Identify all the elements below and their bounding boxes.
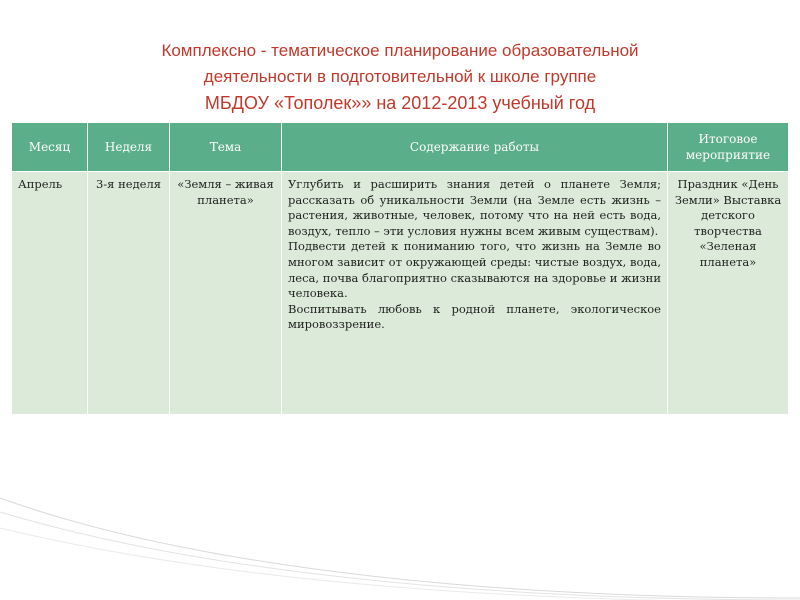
cell-month: Апрель (12, 172, 88, 415)
header-event: Итоговое мероприятие (668, 123, 789, 172)
content-paragraph-3: Воспитывать любовь к родной планете, экологическое мировоззрение. (288, 301, 661, 332)
cell-event: Праздник «День Земли» Выставка детского творчества «Зеленая планета» (668, 172, 789, 415)
cell-content (282, 172, 668, 415)
content-paragraph-1: Углубить и расширить знания детей о планете Земля; рассказать об уникальности Земли (на Земле есть жизнь – растения, животные, человек, потому что на ней есть вода, воздух, тепло – эти условия нужны всем живым существам). (288, 177, 661, 238)
title-line-1: Комплексно - тематическое планирование образовательной (161, 41, 639, 60)
planning-table (11, 122, 789, 415)
header-month: Месяц (12, 123, 88, 172)
title-line-3: МБДОУ «Тополек»» на 2012-2013 учебный год (204, 93, 596, 113)
cell-week: 3-я неделя (88, 172, 170, 415)
page-title (40, 38, 760, 116)
cell-topic: «Земля – живая планета» (170, 172, 282, 415)
header-topic: Тема (170, 123, 282, 172)
header-week: Неделя (88, 123, 170, 172)
table-row (12, 172, 789, 415)
table-header-row (12, 123, 789, 172)
decorative-corner-lines (0, 490, 800, 600)
header-content: Содержание работы (282, 123, 668, 172)
title-line-2: деятельности в подготовительной к школе группе (203, 67, 597, 86)
content-paragraph-2: Подвести детей к пониманию того, что жизнь на Земле во многом зависит от окружающей среды: чистые воздух, вода, леса, почва благоприятно сказываются на здоровье и жизни человека. (288, 239, 661, 301)
